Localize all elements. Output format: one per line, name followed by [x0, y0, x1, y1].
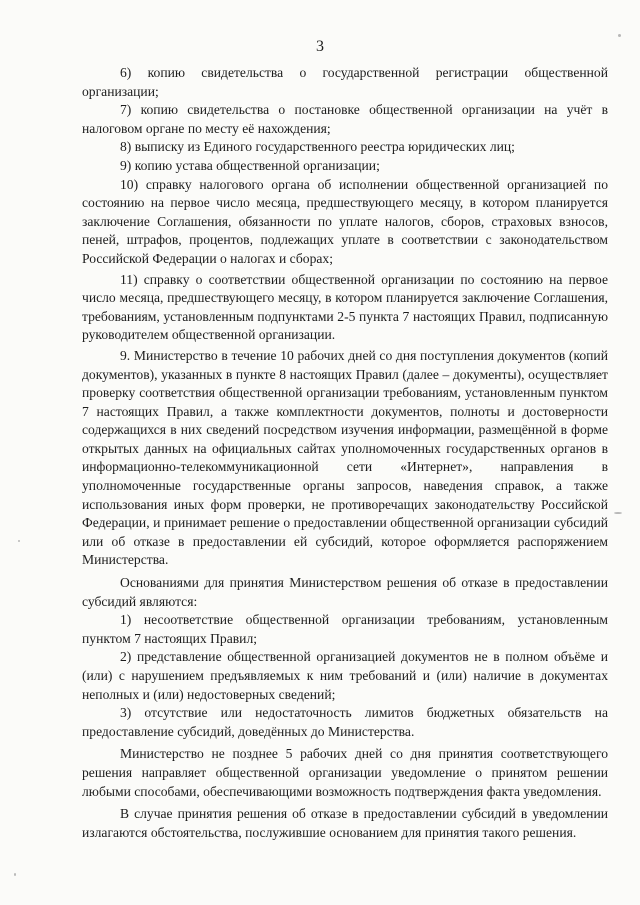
- scan-speck: [618, 34, 621, 37]
- paragraph-item-10: 10) справку налогового органа об исполнении общественной организацией по состоянию на первое число месяца, предшествующего месяцу, в котором планируется заключение Соглашения, обязанности по уплате налогов, сборов, страховых взносов, пеней, штрафов, процентов, подлежащих уплате в соответствии с законодательством Российской Федерации о налогах и сборах;: [82, 176, 608, 266]
- paragraph-notification: Министерство не позднее 5 рабочих дней со дня принятия соответствующего решения направляет общественной организации уведомление о принятом решении любыми способами, обеспечивающими возможность подтверждения факта уведомления.: [82, 746, 608, 799]
- scan-speck: [614, 512, 622, 514]
- paragraph-clause-9: 9. Министерство в течение 10 рабочих дней со дня поступления документов (копий документов), указанных в пункте 8 настоящих Правил (далее – документы), осуществляет проверку соответствия общественной организации требованиям, установленным пунктом 7 настоящих Правил, а также комплектности документов, полноты и достоверности содержащихся в них сведений посредством изучения информации, размещённой в форме открытых данных на официальных сайтах уполномоченных государственных органов в информационно-телекоммуникационной сети «Интернет», направления в уполномоченные государственные органы запросов, наведения справок, а также использования иных форм проверки, не противоречащих законодательству Российской Федерации, и принимает решение о предоставлении общественной организации субсидий или об отказе в предоставлении ей субсидий, которое оформляется распоряжением Министерства.: [82, 347, 608, 568]
- paragraph-item-9: 9) копию устава общественной организации;: [120, 157, 380, 173]
- paragraph-refusal-grounds: Основаниями для принятия Министерством решения об отказе в предоставлении субсидий являются:: [82, 575, 608, 609]
- document-body: [82, 64, 608, 842]
- scan-speck: [18, 540, 20, 542]
- paragraph-item-7: 7) копию свидетельства о постановке общественной организации на учёт в налоговом органе по месту её нахождения;: [82, 102, 608, 136]
- page-number: 3: [316, 38, 324, 55]
- paragraph-refusal-notice: В случае принятия решения об отказе в предоставлении субсидий в уведомлении излагаются обстоятельства, послужившие основанием для принятия такого решения.: [82, 806, 608, 840]
- paragraph-ground-3: 3) отсутствие или недостаточность лимитов бюджетных обязательств на предоставление субсидий, доведённых до Министерства.: [82, 705, 608, 739]
- paragraph-ground-1: 1) несоответствие общественной организации требованиям, установленным пунктом 7 настоящих Правил;: [82, 612, 608, 646]
- scan-speck: [14, 873, 16, 876]
- paragraph-item-6: 6) копию свидетельства о государственной регистрации общественной организации;: [82, 65, 608, 99]
- paragraph-item-11: 11) справку о соответствии общественной организации по состоянию на первое число месяца, предшествующего месяцу, в котором планируется заключение Соглашения, требованиям, установленным подпунктами 2-5 пункта 7 настоящих Правил, подписанную руководителем общественной организации.: [82, 271, 608, 343]
- paragraph-item-8: 8) выписку из Единого государственного реестра юридических лиц;: [120, 139, 515, 155]
- paragraph-ground-2: 2) представление общественной организацией документов не в полном объёме и (или) с нарушением предъявляемых к ним требований и (или) наличие в документах неполных и (или) недостоверных сведений;: [82, 649, 608, 702]
